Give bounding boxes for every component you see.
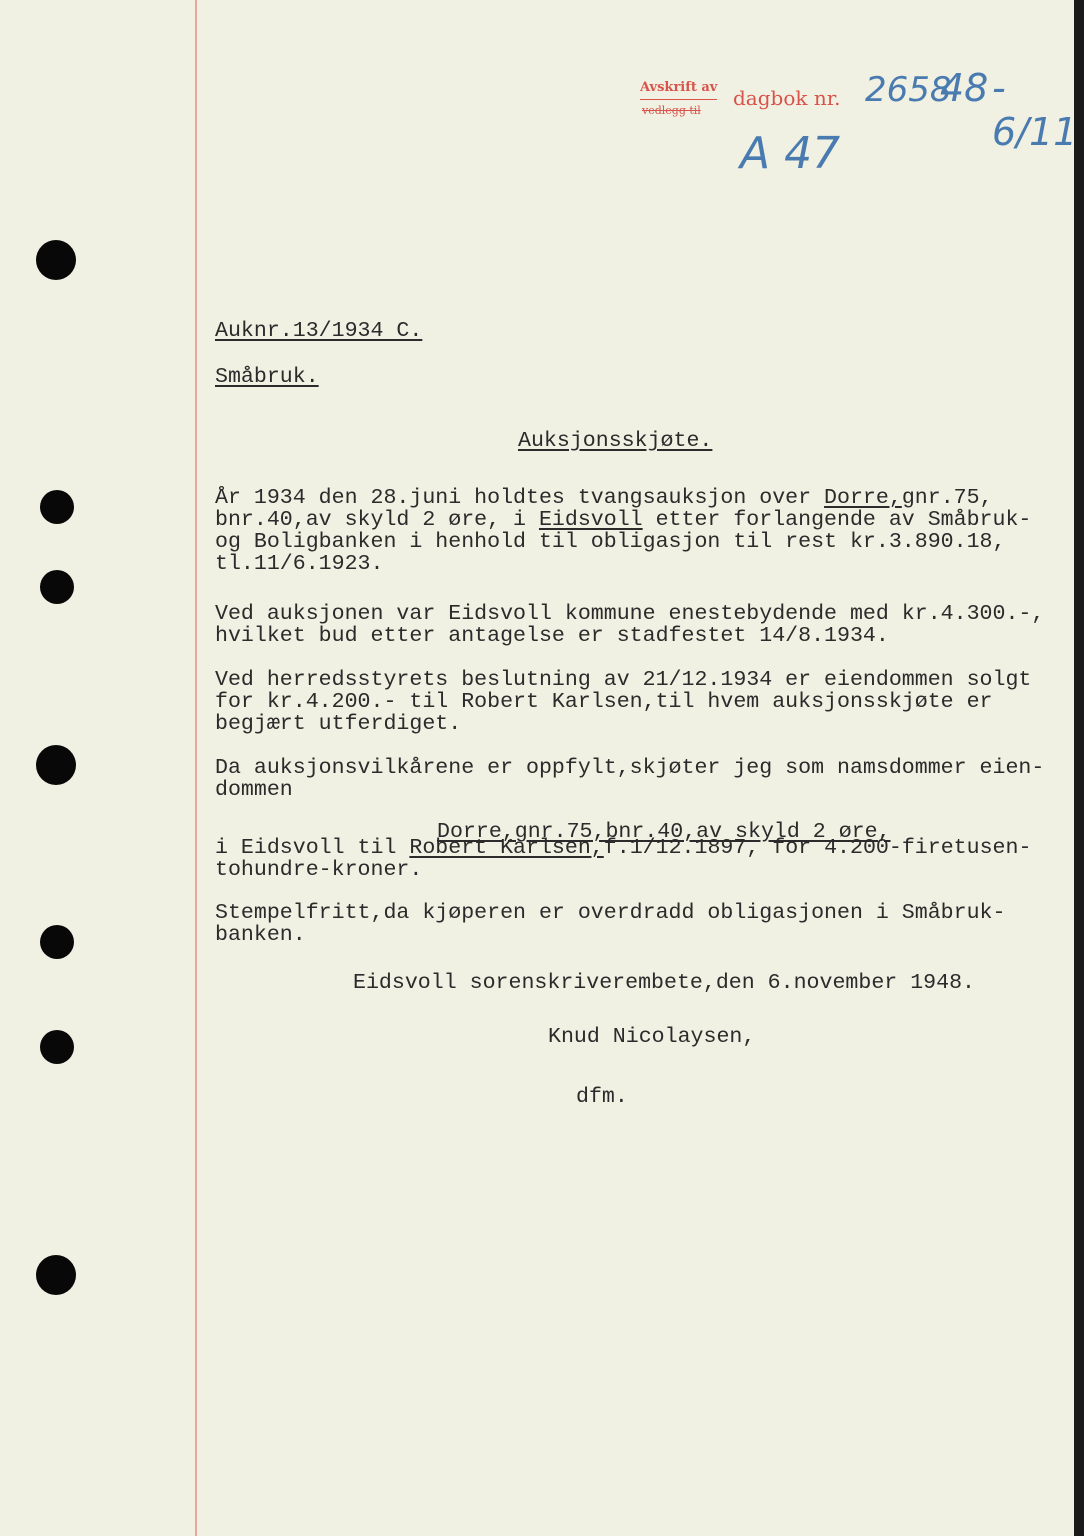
handwritten-year: 48 [940,66,989,110]
text: i Eidsvoll til [215,836,410,860]
punch-hole [36,240,76,280]
punch-hole [36,1255,76,1295]
paragraph-4-line: dommen [215,778,293,802]
paragraph-1-line: tl.11/6.1923. [215,552,384,576]
stamp-avskrift: Avskrift av [640,80,717,100]
paragraph-5-line: tohundre-kroner. [215,858,423,882]
text: gnr.75, [901,486,993,510]
text: År 1934 den 28.juni holdtes tvangsauksjon over [215,486,825,510]
paragraph-3-line: Ved herredsstyrets beslutning av 21/12.1934 er eiendommen solgt [215,668,1032,692]
stamp-vedlegg: vedlegg til [642,104,701,117]
punch-hole [40,1030,74,1064]
paragraph-1-line [215,509,1031,531]
handwritten-ref: A 47 [740,128,841,179]
punch-hole [40,570,74,604]
text: bnr.40,av skyld 2 øre, i [215,508,539,532]
case-number: Auknr.13/1934 C. [215,319,423,343]
paragraph-4-line: Da auksjonsvilkårene er oppfylt,skjøter jeg som namsdommer eien- [215,756,1045,780]
punch-hole [36,745,76,785]
category: Småbruk. [215,365,319,389]
handwritten-date: - 6/11 [992,66,1078,154]
signer-title: dfm. [576,1085,628,1109]
text: Eidsvoll [538,508,643,532]
paragraph-6-line: Stempelfritt,da kjøperen er overdradd obligasjonen i Småbruk- [215,901,1006,925]
punch-hole [40,490,74,524]
punch-hole [40,925,74,959]
paragraph-1-line [215,487,993,509]
paragraph-6-line: banken. [215,923,306,947]
paragraph-2-line: hvilket bud etter antagelse er stadfestet 14/8.1934. [215,624,889,648]
paragraph-3-line: for kr.4.200.- til Robert Karlsen,til hvem auksjonsskjøte er [215,690,993,714]
text: etter forlangende av Småbruk- [642,508,1032,532]
handwritten-number: 2658 [865,70,952,110]
margin-line [195,0,197,1536]
paragraph-1-line: og Boligbanken i henhold til obligasjon til rest kr.3.890.18, [215,530,1006,554]
paragraph-5-line [215,837,1031,859]
paragraph-2-line: Ved auksjonen var Eidsvoll kommune enestebydende med kr.4.300.-, [215,602,1045,626]
place-date: Eidsvoll sorenskriverembete,den 6.november 1948. [353,971,976,995]
text: f.1/12.1897, for 4.200-firetusen- [603,836,1032,860]
scan-edge [1074,0,1084,1536]
signature: Knud Nicolaysen, [548,1025,756,1049]
text: Robert Karlsen, [409,836,604,860]
property-line: Dorre,gnr.75,bnr.40,av skyld 2 øre, [437,820,891,844]
text: Dorre, [824,486,902,510]
paragraph-3-line: begjært utferdiget. [215,712,462,736]
stamp-dagbok: dagbok nr. [733,86,841,110]
document-title: Auksjonsskjøte. [518,429,713,453]
